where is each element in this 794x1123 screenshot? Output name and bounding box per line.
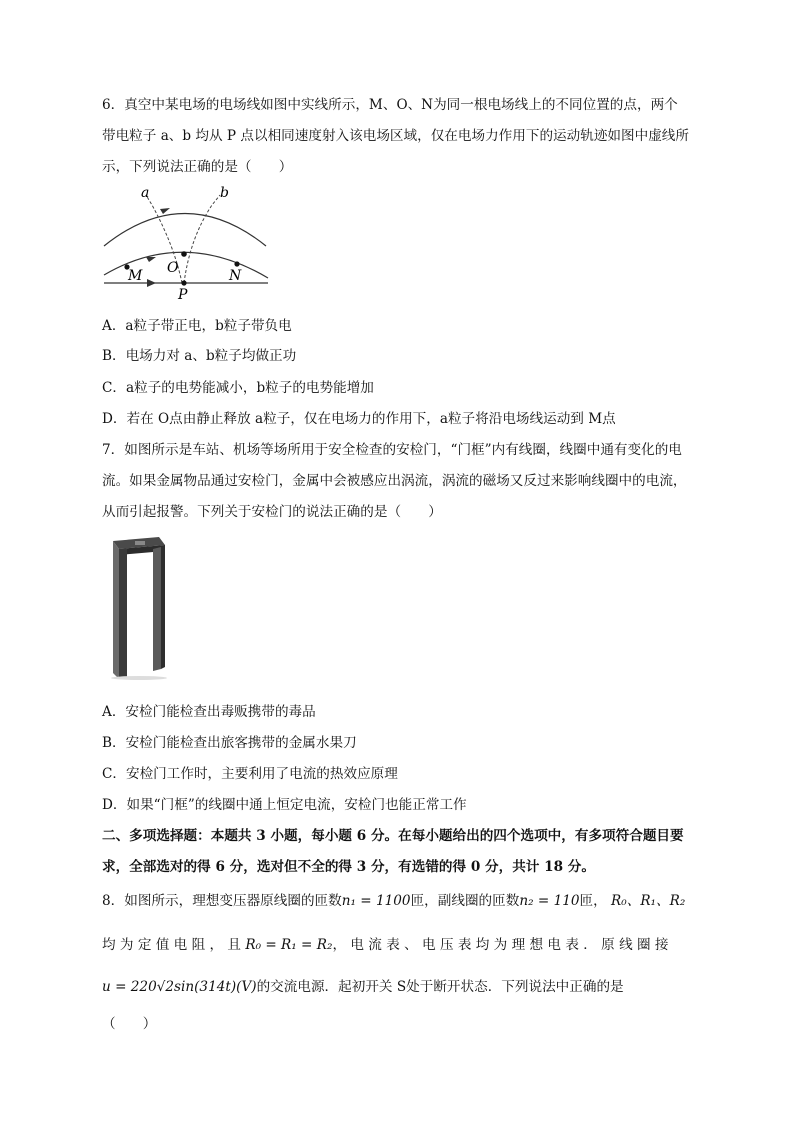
label-N: N [229,268,242,284]
q7-stem-line-2: 流。如果金属物品通过安检门，金属中会被感应出涡流，涡流的磁场又反过来影响线圈中的电流， [102,473,687,489]
electric-field-figure [100,183,275,303]
q8-stem-line-3 [102,977,697,997]
label-b: b [220,185,229,201]
q8-voltage-expression: u = 220√2sin(314t)(V) [102,979,257,995]
arrow-middle [146,257,156,262]
label-M: M [128,268,143,284]
q6-option-c: C．a粒子的电势能减小，b粒子的电势能增加 [102,380,374,396]
q8-text-2: 匝，副线圈的匝数 [410,893,520,909]
security-gate-image [105,535,173,683]
q8-stem-line-2 [102,935,697,955]
q6-option-d: D．若在 O点由静止释放 a粒子，仅在电场力的作用下，a粒子将沿电场线运动到 M点 [102,411,616,427]
q8-n1: n₁ = 1100 [341,893,411,909]
q8-answer-bracket: （ ） [102,1016,157,1032]
q7-stem-line-1: 7．如图所示是车站、机场等场所用于安全检查的安检门，“门框”内有线圈，线圈中通有变化的电 [102,442,682,458]
q8-text-1: 8．如图所示，理想变压器原线圈的匝数 [102,893,342,909]
point-P [181,280,186,285]
q8-resistors: R₀、R₁、R₂ [611,893,686,909]
q8-text-4: 均 为 定 值 电 阻 ， 且 [102,937,241,953]
q8-text-6: 的交流电源．起初开关 S处于断开状态．下列说法中正确的是 [256,979,624,995]
q8-n2: n₂ = 110 [519,893,580,909]
q6-option-a: A．a粒子带正电，b粒子带负电 [102,318,292,334]
label-O: O [167,260,179,276]
arrow-upper [160,208,170,214]
q8-equal-resistors: R₀ = R₁ = R₂ [245,937,333,953]
q7-option-b: B．安检门能检查出旅客携带的金属水果刀 [102,735,357,751]
q7-option-c: C．安检门工作时，主要利用了电流的热效应原理 [102,766,398,782]
label-P: P [178,287,188,303]
q7-option-d: D．如果“门框”的线圈中通上恒定电流，安检门也能正常工作 [102,797,467,813]
section2-heading-line-2: 求，全部选对的得 6 分，选对但不全的得 3 分，有选错的得 0 分，共计 18 分。 [102,859,595,875]
point-N [234,261,239,266]
q6-option-b: B．电场力对 a、b粒子均做正功 [102,348,297,364]
q6-stem-line-1: 6．真空中某电场的电场线如图中实线所示，M、O、N为同一根电场线上的不同位置的点，两个 [102,97,678,113]
q8-text-3: 匝， [579,893,607,909]
field-line-upper [104,214,266,247]
q7-stem-line-3: 从而引起报警。下列关于安检门的说法正确的是（ ） [102,504,442,520]
arrow-straight [147,279,156,287]
q7-option-a: A．安检门能检查出毒贩携带的毒品 [102,704,316,720]
q6-stem-line-3: 示，下列说法正确的是（ ） [102,159,293,175]
q8-text-5: ， 电 流 表 、 电 压 表 均 为 理 想 电 表 ． 原 线 圈 接 [332,937,669,953]
section2-heading-line-1: 二、多项选择题：本题共 3 小题，每小题 6 分。在每小题给出的四个选项中，有多项符合题目要 [102,828,684,844]
point-O [181,251,187,257]
q8-stem-line-1 [102,891,697,911]
q6-stem-line-2: 带电粒子 a、b 均从 P 点以相同速度射入该电场区域，仅在电场力作用下的运动轨迹如图中虚线所 [102,128,689,144]
trajectory-b [184,195,220,283]
label-a: a [141,185,150,201]
